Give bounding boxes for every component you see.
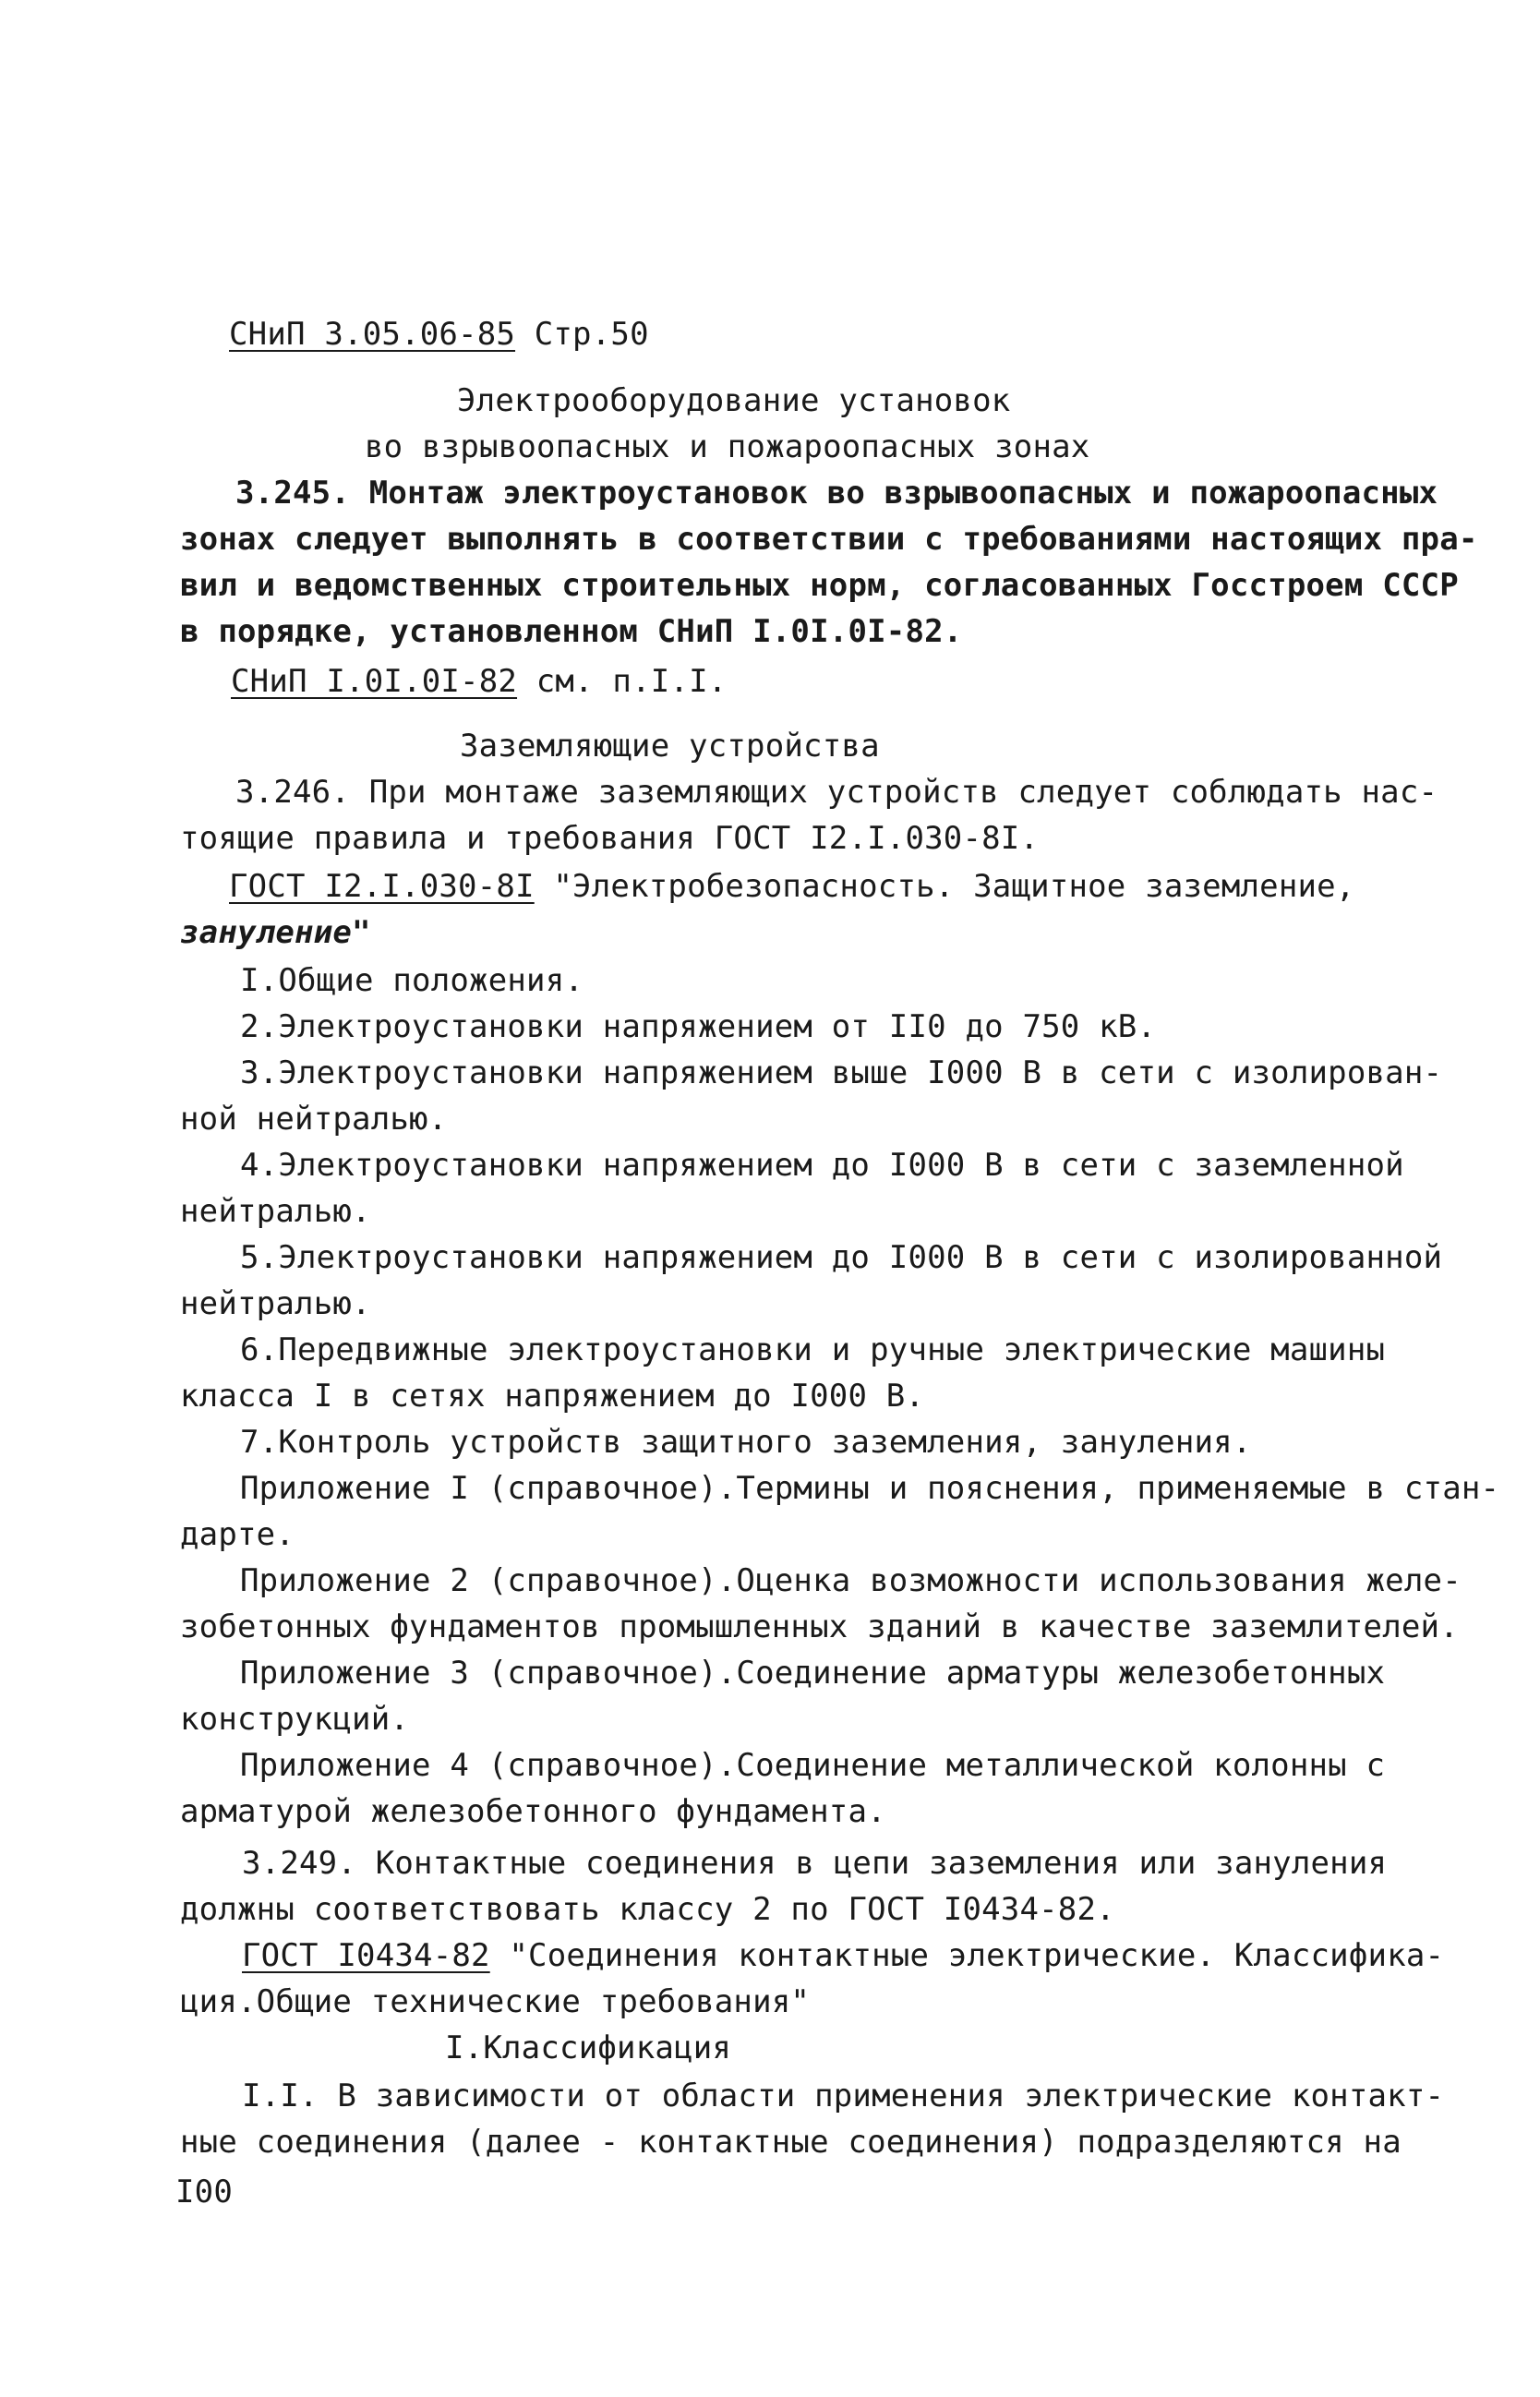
header-code: СНиП 3.05.06-85 xyxy=(229,316,516,353)
appendix-line: Приложение 4 (справочное).Соединение металлической колонны с xyxy=(240,1747,1386,1784)
gost-12-title-line1: "Электробезопасность. Защитное заземление, xyxy=(534,868,1355,905)
list-item: нейтралью. xyxy=(180,1193,371,1230)
p249-line2: должны соответствовать классу 2 по ГОСТ I0434-82. xyxy=(180,1891,1115,1928)
gost-12-title-line2: зануление" xyxy=(180,914,371,951)
section2-title: Заземляющие устройства xyxy=(460,728,880,765)
appendix-line: дарте. xyxy=(180,1516,295,1553)
appendix-line: Приложение I (справочное).Термины и пояснения, применяемые в стан- xyxy=(240,1470,1500,1507)
p245-line3: вил и ведомственных строительных норм, согласованных Госстроем СССР xyxy=(180,567,1459,604)
header-page: Стр.50 xyxy=(534,316,649,353)
gost-10434-reference xyxy=(242,1935,1444,1976)
p245-line4: в порядке, установленном СНиП I.0I.0I-82. xyxy=(180,613,963,650)
appendix-line: Приложение 2 (справочное).Оценка возможности использования желе- xyxy=(240,1562,1462,1599)
p11-line1: I.I. В зависимости от области применения электрические контакт- xyxy=(242,2078,1445,2114)
appendix-line: зобетонных фундаментов промышленных зданий в качестве заземлителей. xyxy=(180,1608,1459,1645)
p245-line1: 3.245. Монтаж электроустановок во взрывоопасных и пожароопасных xyxy=(235,475,1438,512)
list-item: 7.Контроль устройств защитного заземления, зануления. xyxy=(240,1424,1252,1461)
classification-subtitle: I.Классификация xyxy=(445,2030,732,2066)
section1-title-line1: Электрооборудование установок xyxy=(457,382,1011,419)
snip-reference xyxy=(231,661,727,702)
appendix-line: Приложение 3 (справочное).Соединение арматуры железобетонных xyxy=(240,1655,1386,1692)
gost-12-reference xyxy=(229,866,1355,907)
list-item: 5.Электроустановки напряжением до I000 В в сети с изолированной xyxy=(240,1239,1443,1276)
list-item: I.Общие положения. xyxy=(240,962,584,999)
section1-title-line2: во взрывоопасных и пожароопасных зонах xyxy=(365,428,1090,465)
p11-line2: ные соединения (далее - контактные соединения) подразделяются на xyxy=(180,2124,1402,2161)
gost-10434-code: ГОСТ I0434-82 xyxy=(242,1937,490,1974)
p246-line2: тоящие правила и требования ГОСТ I2.I.030-8I. xyxy=(180,820,1040,857)
snip-reference-text: см. п.I.I. xyxy=(517,663,728,700)
p245-line2: зонах следует выполнять в соответствии с требованиями настоящих пра- xyxy=(180,521,1478,558)
list-item: ной нейтралью. xyxy=(180,1101,448,1138)
list-item: класса I в сетях напряжением до I000 В. xyxy=(180,1378,925,1415)
list-item: 3.Электроустановки напряжением выше I000 В в сети с изолирован- xyxy=(240,1054,1443,1091)
p246-line1: 3.246. При монтаже заземляющих устройств следует соблюдать нас- xyxy=(235,774,1438,811)
appendix-line: арматурой железобетонного фундамента. xyxy=(180,1793,886,1830)
snip-reference-code: СНиП I.0I.0I-82 xyxy=(231,663,518,700)
gost-12-code: ГОСТ I2.I.030-8I xyxy=(229,868,535,905)
gost-10434-title-line2: ция.Общие технические требования" xyxy=(180,1983,811,2020)
gost-10434-title-line1: "Соединения контактные электрические. Классифика- xyxy=(489,1937,1445,1974)
list-item: нейтралью. xyxy=(180,1285,371,1322)
header xyxy=(229,314,649,355)
appendix-line: конструкций. xyxy=(180,1701,410,1738)
p249-line1: 3.249. Контактные соединения в цепи заземления или зануления xyxy=(242,1845,1388,1882)
list-item: 6.Передвижные электроустановки и ручные электрические машины xyxy=(240,1331,1386,1368)
list-item: 4.Электроустановки напряжением до I000 В в сети с заземленной xyxy=(240,1147,1404,1184)
page-number: I00 xyxy=(175,2174,234,2210)
list-item: 2.Электроустановки напряжением от II0 до 750 кВ. xyxy=(240,1008,1157,1045)
